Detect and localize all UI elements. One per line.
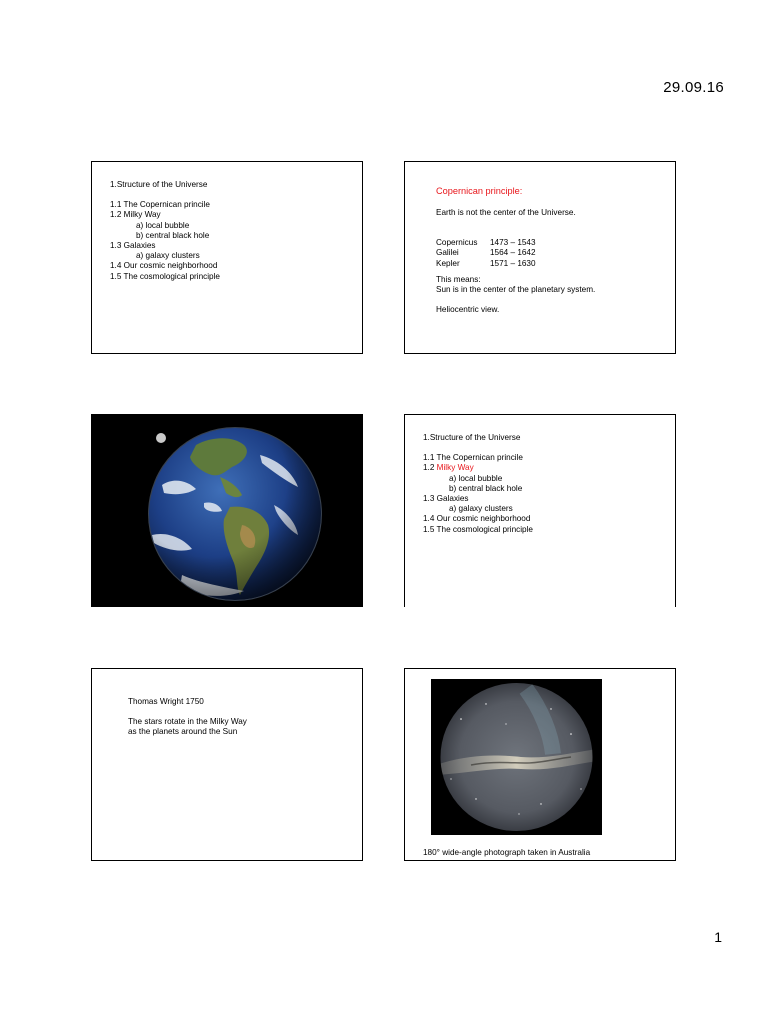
spacer (436, 228, 595, 238)
astronomer-years: 1571 – 1630 (490, 258, 536, 268)
outline-item: 1.4 Our cosmic neighborhood (110, 261, 218, 271)
outline-title: 1.Structure of the Universe (423, 433, 521, 442)
outline-item: 1.3 Galaxies (423, 494, 469, 504)
slide-3-earth-image (91, 414, 363, 607)
slide-5-thomas-wright (91, 668, 363, 861)
outline-spacer (110, 190, 220, 200)
milky-way-photo (431, 679, 602, 835)
earth-photo (92, 415, 363, 607)
table-row (436, 259, 536, 269)
slide-body (436, 208, 595, 315)
statement: Earth is not the center of the Universe. (436, 208, 576, 217)
slide-1-outline (91, 161, 363, 354)
astronomer-name: Galilei (436, 248, 459, 258)
page-number: 1 (714, 929, 722, 945)
moon-icon (156, 433, 166, 443)
table-row (436, 238, 536, 248)
outline-item: 1.2 Milky Way (110, 210, 161, 220)
meaning-text: Sun is in the center of the planetary system. (436, 285, 596, 295)
outline-item: 1.4 Our cosmic neighborhood (423, 514, 531, 524)
outline-list (110, 180, 220, 282)
slide-title: Copernican principle: (436, 186, 523, 196)
outline-item-number: 1.2 (423, 463, 437, 473)
slide-body (128, 697, 247, 738)
highlighted-item: Milky Way (436, 463, 474, 473)
outline-title: 1.Structure of the Universe (110, 180, 208, 189)
spacer (436, 295, 595, 305)
outline-subitem: b) central black hole (136, 230, 210, 240)
astronomer-name: Copernicus (436, 238, 478, 248)
astronomers-table (436, 238, 536, 269)
this-means-label: This means: (436, 274, 481, 284)
outline-subitem: a) galaxy clusters (449, 504, 513, 514)
outline-subitem: b) central black hole (449, 483, 523, 493)
outline-item: 1.5 The cosmological principle (110, 271, 220, 281)
outline-item: 1.3 Galaxies (110, 241, 156, 251)
body-line: as the planets around the Sun (128, 727, 238, 737)
outline-item-current (423, 463, 533, 473)
outline-subitem: a) galaxy clusters (136, 251, 200, 261)
slide-2-copernican-principle (404, 161, 676, 354)
astronomer-years: 1564 – 1642 (490, 248, 536, 258)
header-date: 29.09.16 (663, 79, 724, 96)
slide-heading: Thomas Wright 1750 (128, 697, 204, 706)
outline-list (423, 433, 533, 535)
slide-6-milky-way-photo (404, 668, 676, 861)
outline-item: 1.1 The Copernican princile (110, 200, 210, 210)
photo-caption: 180° wide-angle photograph taken in Australia (423, 848, 591, 857)
slide-4-outline-milky-way (404, 414, 676, 607)
outline-item: 1.1 The Copernican princile (423, 453, 523, 463)
astronomer-years: 1473 – 1543 (490, 238, 536, 248)
spacer (128, 707, 247, 717)
astronomer-name: Kepler (436, 258, 460, 268)
outline-spacer (423, 443, 533, 453)
outline-subitem: a) local bubble (136, 220, 190, 230)
table-row (436, 248, 536, 258)
spacer (436, 218, 595, 228)
outline-subitem: a) local bubble (449, 473, 503, 483)
heliocentric-text: Heliocentric view. (436, 305, 500, 315)
body-line: The stars rotate in the Milky Way (128, 717, 247, 727)
outline-item: 1.5 The cosmological principle (423, 524, 533, 534)
